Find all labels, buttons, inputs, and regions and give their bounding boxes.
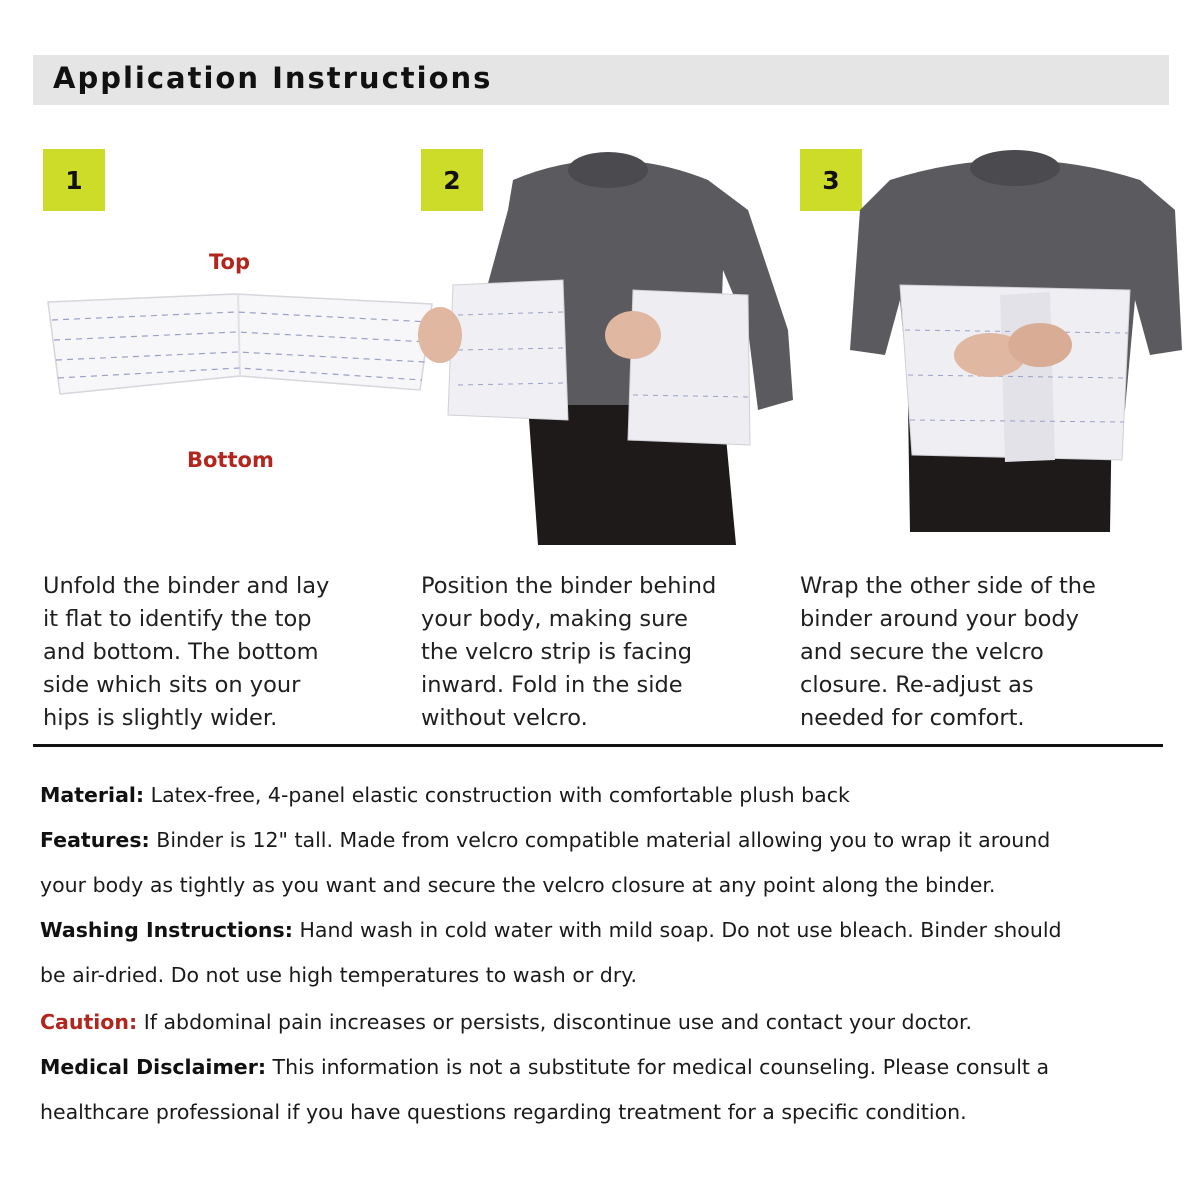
step-3-description: Wrap the other side of the binder around your body and secure the velcro closure. Re-adjust as needed for comfort. (800, 573, 1096, 731)
features-label: Features: (40, 828, 150, 852)
person-positioning-binder-image (418, 150, 793, 545)
disclaimer-row-continued: healthcare professional if you have questions regarding treatment for a specific condition. (40, 1100, 967, 1124)
features-text: Binder is 12" tall. Made from velcro compatible material allowing you to wrap it around (156, 828, 1051, 852)
step-1-badge: 1 (43, 149, 105, 211)
step-2-description: Position the binder behind your body, making sure the velcro strip is facing inward. Fold in the side without velcro. (421, 573, 717, 731)
caution-text: If abdominal pain increases or persists, discontinue use and contact your doctor. (143, 1010, 973, 1034)
material-row (40, 773, 1170, 818)
material-label: Material: (40, 783, 145, 807)
binder-flat-image (40, 290, 440, 405)
features-row (40, 818, 1170, 863)
disclaimer-text: This information is not a substitute for medical counseling. Please consult a (272, 1055, 1050, 1079)
washing-label: Washing Instructions: (40, 918, 293, 942)
washing-row (40, 908, 1170, 953)
step-1-description: Unfold the binder and lay it flat to identify the top and bottom. The bottom side which sits on your hips is slightly wider. (43, 573, 330, 731)
features-row-continued: your body as tightly as you want and secure the velcro closure at any point along the binder. (40, 873, 996, 897)
person-wrapped-binder-image (850, 150, 1182, 532)
bottom-label: Bottom (187, 448, 274, 472)
step-3-badge: 3 (800, 149, 862, 211)
washing-text: Hand wash in cold water with mild soap. Do not use bleach. Binder should (299, 918, 1062, 942)
step-2-badge: 2 (421, 149, 483, 211)
material-text: Latex-free, 4-panel elastic construction with comfortable plush back (150, 783, 850, 807)
header-band (33, 55, 1169, 105)
disclaimer-label: Medical Disclaimer: (40, 1055, 267, 1079)
section-divider (33, 744, 1163, 747)
washing-row-continued: be air-dried. Do not use high temperatures to wash or dry. (40, 963, 637, 987)
top-label: Top (209, 250, 250, 274)
caution-label: Caution: (40, 1010, 138, 1034)
page-title: Application Instructions (53, 61, 493, 95)
disclaimer-row (40, 1045, 1170, 1090)
caution-row (40, 1000, 1170, 1045)
